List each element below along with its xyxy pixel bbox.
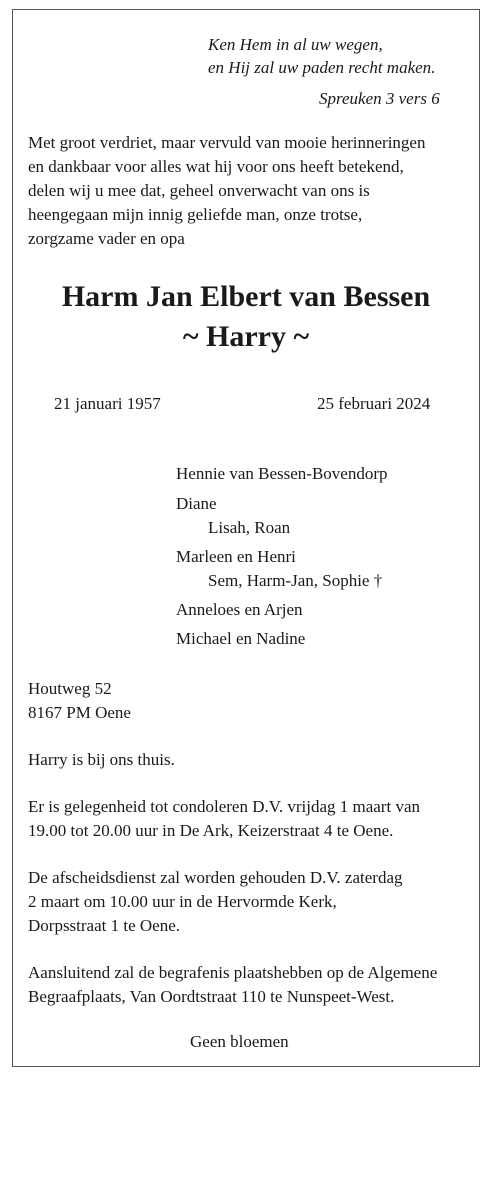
intro-line-4: heengegaan mijn innig geliefde man, onze trotse, [28, 205, 363, 224]
service-line-1: De afscheidsdienst zal worden gehouden D.V. zaterdag [28, 868, 403, 887]
at-home-text: Harry is bij ons thuis. [28, 750, 175, 769]
intro-line-5: zorgzame vader en opa [28, 229, 185, 248]
deceased-nickname: ~ Harry ~ [182, 320, 310, 353]
condolence-line-2: 19.00 tot 20.00 uur in De Ark, Keizerstraat 4 te Oene. [28, 821, 394, 840]
birth-date: 21 januari 1957 [54, 394, 161, 413]
condolence-line-1: Er is gelegenheid tot condoleren D.V. vrijdag 1 maart van [28, 797, 420, 816]
burial-line-2: Begraafplaats, Van Oordtstraat 110 te Nunspeet-West. [28, 987, 395, 1006]
family-spouse: Hennie van Bessen-Bovendorp [176, 464, 388, 483]
deceased-name: Harm Jan Elbert van Bessen [61, 280, 431, 313]
no-flowers-text: Geen bloemen [190, 1032, 289, 1051]
death-date: 25 februari 2024 [317, 394, 431, 413]
verse-reference: Spreuken 3 vers 6 [319, 89, 440, 108]
address-street: Houtweg 52 [28, 679, 112, 698]
address-city: 8167 PM Oene [28, 703, 131, 722]
intro-line-1: Met groot verdriet, maar vervuld van mooie herinneringen [28, 133, 426, 152]
burial-line-1: Aansluitend zal de begrafenis plaatshebben op de Algemene [28, 963, 438, 982]
service-line-3: Dorpsstraat 1 te Oene. [28, 916, 181, 935]
family-child-3: Anneloes en Arjen [176, 600, 303, 619]
intro-line-3: delen wij u mee dat, geheel onverwacht van ons is [28, 181, 370, 200]
verse-line-1: Ken Hem in al uw wegen, [208, 35, 383, 54]
family-child-1: Diane [176, 494, 217, 513]
service-line-2: 2 maart om 10.00 uur in de Hervormde Kerk, [28, 892, 337, 911]
intro-line-2: en dankbaar voor alles wat hij voor ons heeft betekend, [28, 157, 404, 176]
family-grandchildren-1: Lisah, Roan [208, 518, 291, 537]
family-child-2: Marleen en Henri [176, 547, 296, 566]
family-grandchildren-2: Sem, Harm-Jan, Sophie † [208, 571, 383, 590]
verse-line-2: en Hij zal uw paden recht maken. [208, 58, 436, 77]
family-child-4: Michael en Nadine [176, 629, 306, 648]
notice-frame [12, 9, 480, 1067]
